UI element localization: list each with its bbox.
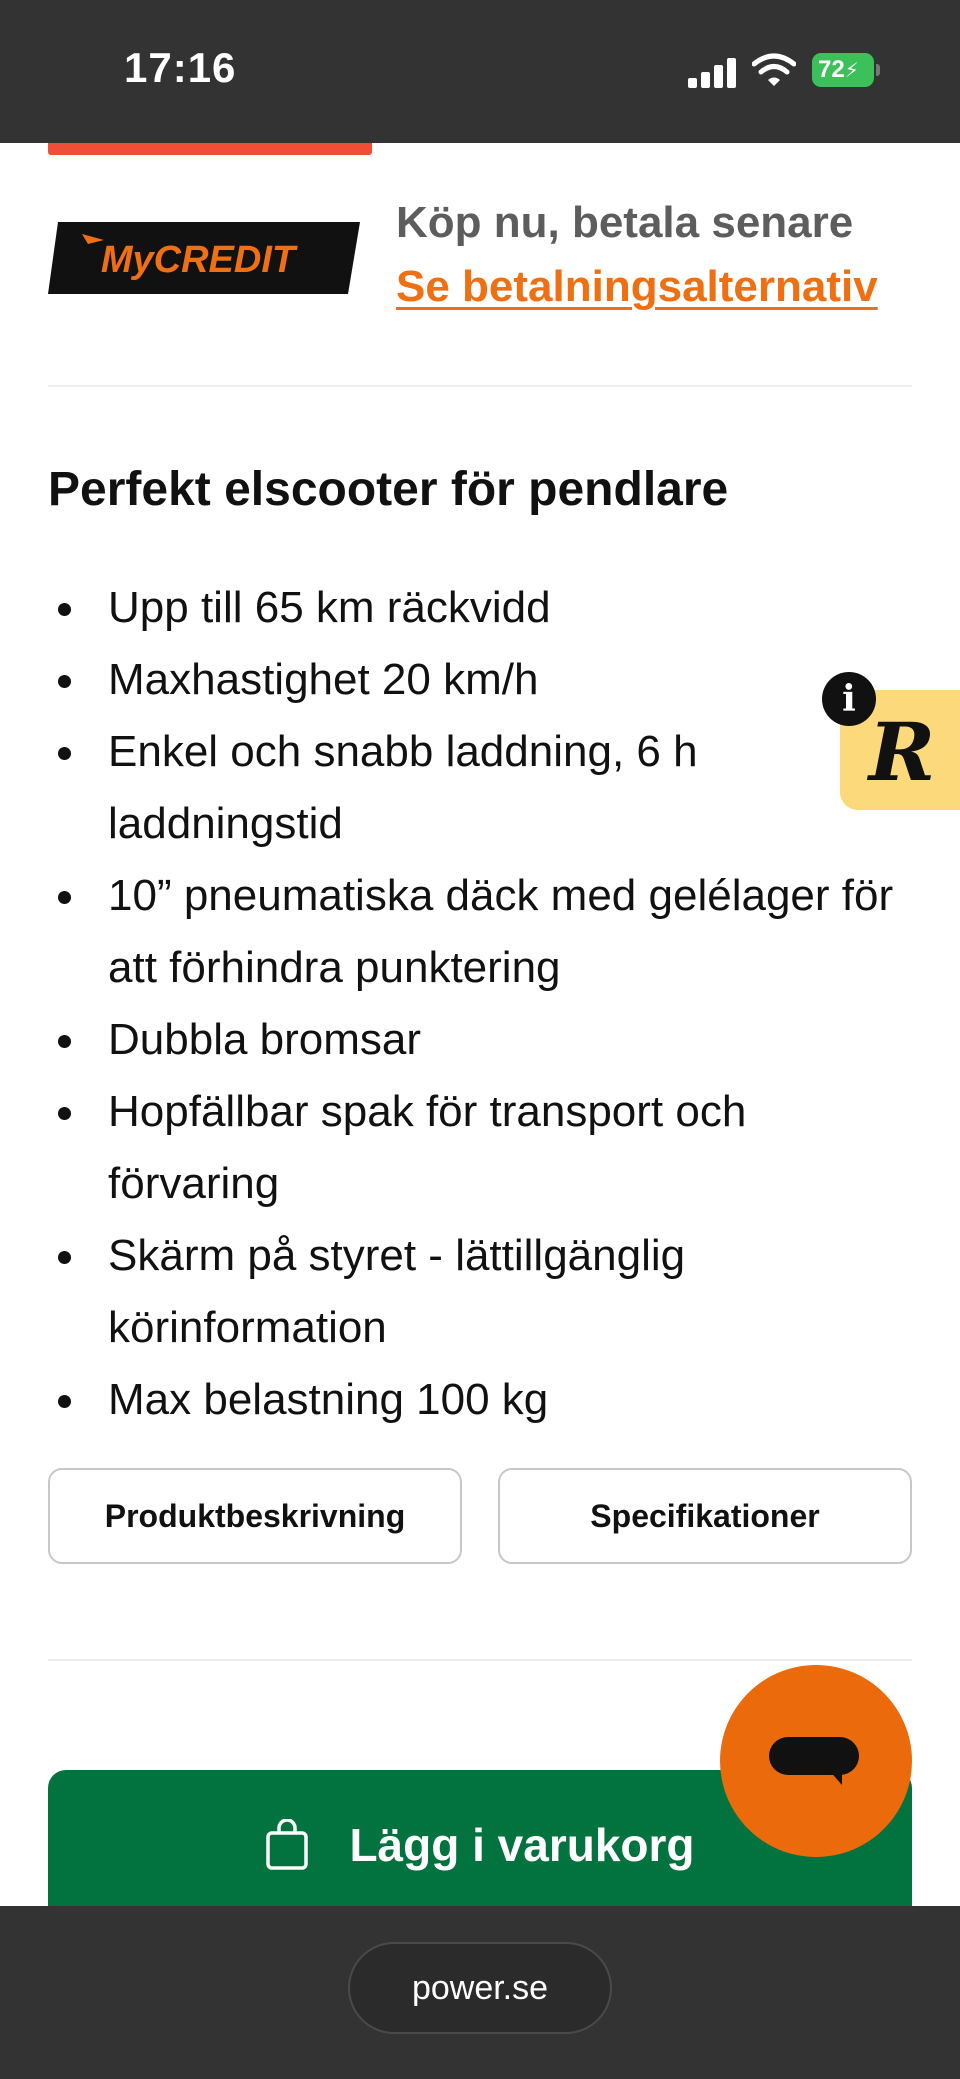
product-description-button[interactable]: Produktbeskrivning xyxy=(48,1468,462,1564)
url-bar[interactable]: power.se xyxy=(348,1942,612,2034)
mycredit-logo-text: MyCREDIT xyxy=(100,239,296,281)
specifications-button[interactable]: Specifikationer xyxy=(498,1468,912,1564)
feature-item: Enkel och snabb laddning, 6 h laddningstid xyxy=(48,716,908,860)
chat-bubble-icon xyxy=(720,1665,912,1857)
shopping-bag-icon xyxy=(265,1819,309,1871)
feature-item: 10” pneumatiska däck med gelélager för att förhindra punktering xyxy=(48,860,908,1004)
payment-options-link[interactable]: Se betalningsalternativ xyxy=(396,262,878,311)
status-bar xyxy=(0,0,960,143)
info-icon[interactable]: i xyxy=(822,672,876,726)
battery-level: 72⚡ xyxy=(812,53,874,87)
wifi-icon xyxy=(752,52,796,88)
battery-charging-icon xyxy=(812,53,880,87)
feature-item: Upp till 65 km räckvidd xyxy=(48,572,908,644)
feature-item: Hopfällbar spak för transport och förvaring xyxy=(48,1076,908,1220)
feature-list xyxy=(48,572,908,1436)
feature-item: Skärm på styret - lättillgänglig körinformation xyxy=(48,1220,908,1364)
section-heading: Perfekt elscooter för pendlare xyxy=(48,463,729,516)
accent-bar xyxy=(48,143,372,155)
cellular-signal-icon xyxy=(688,58,738,88)
mycredit-logo xyxy=(48,222,360,294)
svg-text:R: R xyxy=(868,705,936,799)
credit-tagline: Köp nu, betala senare xyxy=(396,198,854,247)
feature-item: Maxhastighet 20 km/h xyxy=(48,644,908,716)
feature-item: Max belastning 100 kg xyxy=(48,1364,908,1436)
status-time: 17:16 xyxy=(124,44,237,91)
divider xyxy=(48,385,912,387)
add-to-cart-label: Lägg i varukorg xyxy=(349,1819,695,1871)
feature-item: Dubbla bromsar xyxy=(48,1004,908,1076)
divider xyxy=(48,1659,912,1661)
chat-button[interactable] xyxy=(720,1665,912,1857)
